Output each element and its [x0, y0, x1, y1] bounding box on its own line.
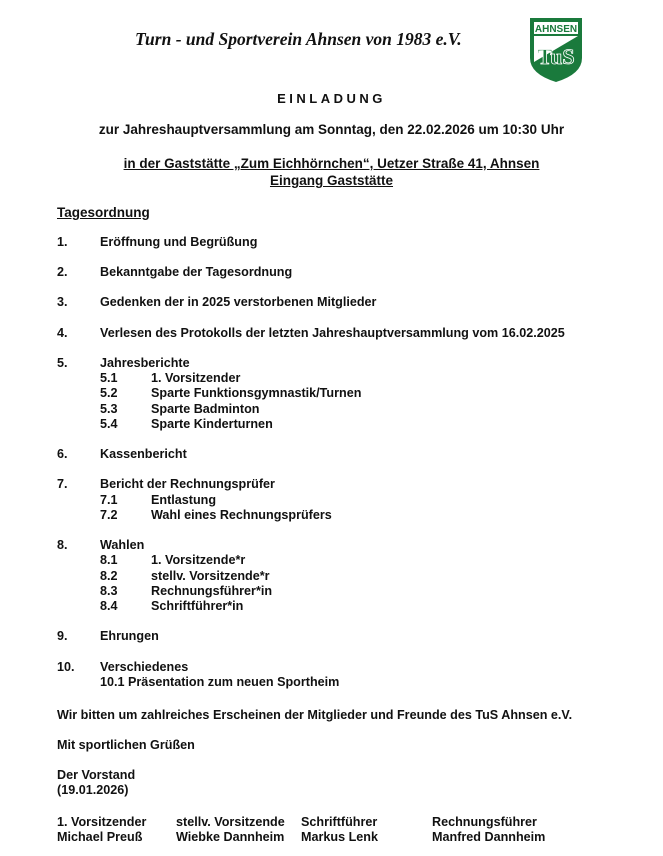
meeting-location	[0, 155, 663, 189]
agenda-number: 4.	[57, 325, 68, 340]
agenda-number: 5.	[57, 355, 68, 370]
agenda-subitem	[57, 402, 657, 417]
agenda-subitem	[57, 569, 657, 584]
subitem-number: 5.2	[100, 386, 118, 401]
agenda-list	[57, 235, 657, 705]
tus-ahnsen-logo	[528, 16, 584, 84]
agenda-text: Verschiedenes	[100, 659, 189, 674]
agenda-item	[57, 629, 657, 644]
subitem-number: 7.2	[100, 507, 118, 522]
greeting: Mit sportlichen Grüßen	[57, 738, 195, 752]
agenda-text: Bericht der Rechnungsprüfer	[100, 477, 275, 492]
agenda-text: Kassenbericht	[100, 447, 187, 462]
subitem-number: 7.1	[100, 492, 118, 507]
agenda-note: 10.1 Präsentation zum neuen Sportheim	[100, 674, 340, 689]
closing	[57, 708, 572, 813]
agenda-text: Wahlen	[100, 538, 145, 553]
agenda-subitem	[57, 371, 657, 386]
signature-name: Manfred Dannheim	[432, 830, 546, 845]
agenda-item	[57, 538, 657, 614]
agenda-heading: Tagesordnung	[57, 205, 150, 220]
subitem-number: 8.3	[100, 583, 118, 598]
signature-block	[301, 815, 378, 846]
agenda-subitem	[57, 417, 657, 432]
meeting-date: zur Jahreshauptversammlung am Sonntag, den 22.02.2026 um 10:30 Uhr	[98, 122, 565, 137]
subitem-text: Wahl eines Rechnungsprüfers	[151, 507, 332, 522]
agenda-item	[57, 235, 657, 250]
agenda-number: 9.	[57, 629, 68, 644]
agenda-number: 8.	[57, 538, 68, 553]
signature-role: Rechnungsführer	[432, 815, 537, 829]
agenda-subitem	[57, 386, 657, 401]
agenda-text: Gedenken der in 2025 verstorbenen Mitglieder	[100, 295, 377, 310]
agenda-number: 6.	[57, 447, 68, 462]
location-line-2: Eingang Gaststätte	[269, 173, 394, 188]
agenda-number: 2.	[57, 265, 68, 280]
svg-text:AHNSEN: AHNSEN	[534, 24, 578, 35]
agenda-number: 3.	[57, 295, 68, 310]
signature-block	[57, 815, 146, 846]
agenda-text: Ehrungen	[100, 629, 159, 644]
agenda-text: Bekanntgabe der Tagesordnung	[100, 265, 293, 280]
subitem-text: Rechnungsführer*in	[151, 583, 273, 598]
signature-name: Markus Lenk	[301, 830, 378, 845]
agenda-text: Eröffnung und Begrüßung	[100, 235, 258, 249]
signature-role: 1. Vorsitzender	[57, 815, 147, 829]
agenda-subitem	[57, 493, 657, 508]
agenda-text: Verlesen des Protokolls der letzten Jahreshauptversammlung vom 16.02.2025	[100, 325, 565, 340]
board-date: (19.01.2026)	[57, 783, 129, 797]
subitem-number: 8.1	[100, 553, 118, 568]
agenda-item	[57, 265, 657, 280]
subitem-text: 1. Vorsitzender	[151, 371, 241, 386]
agenda-item	[57, 447, 657, 462]
signature-block	[432, 815, 545, 846]
agenda-item	[57, 660, 657, 691]
board-label: Der Vorstand	[57, 768, 136, 782]
subitem-text: Entlastung	[151, 492, 217, 507]
agenda-subitem	[57, 508, 657, 523]
subitem-number: 5.4	[100, 416, 118, 431]
subitem-text: Sparte Kinderturnen	[151, 416, 273, 431]
agenda-text: Jahresberichte	[100, 355, 190, 370]
agenda-subitem	[57, 553, 657, 568]
agenda-subitem	[57, 599, 657, 614]
agenda-item	[57, 326, 657, 341]
subitem-text: 1. Vorsitzende*r	[151, 553, 246, 568]
signature-block	[176, 815, 285, 846]
agenda-subitem	[57, 584, 657, 599]
subitem-text: stellv. Vorsitzende*r	[151, 568, 270, 583]
subitem-text: Sparte Badminton	[151, 401, 260, 416]
signature-role: Schriftführer	[301, 815, 378, 829]
svg-text:TuS: TuS	[537, 44, 575, 69]
subitem-number: 8.2	[100, 568, 118, 583]
signature-name: Wiebke Dannheim	[176, 830, 285, 845]
agenda-item	[57, 295, 657, 310]
agenda-number: 7.	[57, 477, 68, 492]
club-name: Turn - und Sportverein Ahnsen von 1983 e.V.	[135, 29, 462, 49]
agenda-number: 10.	[57, 659, 75, 674]
agenda-item	[57, 356, 657, 432]
agenda-item	[57, 477, 657, 523]
signature-name: Michael Preuß	[57, 830, 143, 845]
location-line-1: in der Gaststätte „Zum Eichhörnchen“, Uetzer Straße 41, Ahnsen	[123, 156, 540, 171]
subitem-number: 5.3	[100, 401, 118, 416]
subitem-text: Sparte Funktionsgymnastik/Turnen	[151, 386, 362, 401]
subitem-number: 8.4	[100, 599, 118, 614]
agenda-number: 1.	[57, 235, 68, 249]
document-title: EINLADUNG	[277, 91, 386, 106]
signature-role: stellv. Vorsitzende	[176, 815, 285, 829]
invite-text: Wir bitten um zahlreiches Erscheinen der Mitglieder und Freunde des TuS Ahnsen e.V.	[57, 708, 573, 722]
subitem-text: Schriftführer*in	[151, 599, 244, 614]
subitem-number: 5.1	[100, 371, 118, 386]
